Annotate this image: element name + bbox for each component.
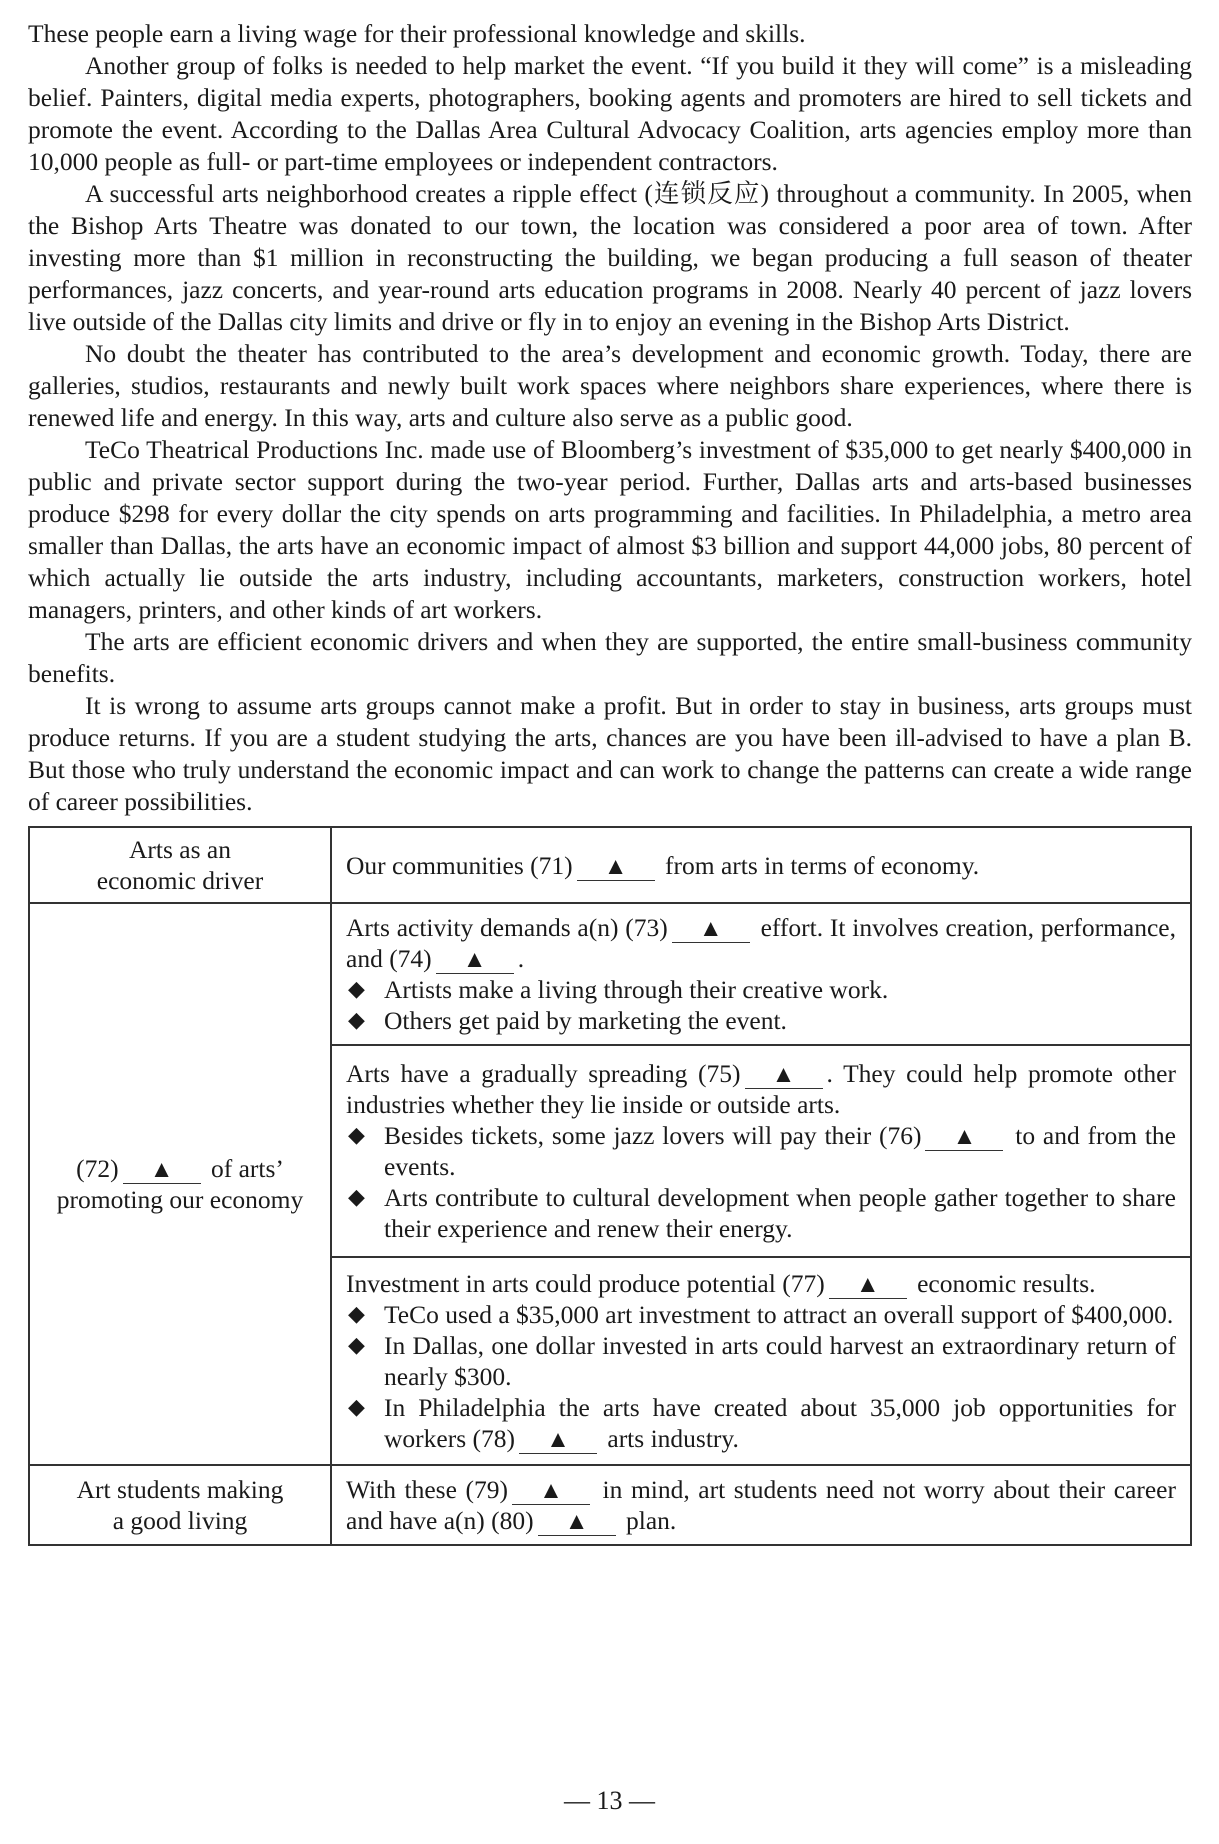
- answer-blank-75[interactable]: ▲: [745, 1061, 823, 1089]
- diamond-bullet-icon: ◆: [348, 977, 365, 1002]
- diamond-bullet-icon: ◆: [348, 1008, 365, 1033]
- diamond-bullet-icon: ◆: [348, 1395, 365, 1420]
- list-item: ◆ Others get paid by marketing the event.: [348, 1006, 787, 1035]
- diamond-bullet-icon: ◆: [348, 1333, 365, 1358]
- list-item: ◆ Artists make a living through their creative work.: [348, 975, 889, 1004]
- answer-blank-73[interactable]: ▲: [672, 915, 750, 943]
- answer-blank-80[interactable]: ▲: [538, 1508, 616, 1536]
- list-item: ◆ In Dallas, one dollar invested in arts could harvest an extraordinary return of nearly $300.: [348, 1331, 1176, 1391]
- answer-blank-72[interactable]: ▲: [123, 1156, 201, 1184]
- diamond-bullet-icon: ◆: [348, 1123, 365, 1148]
- answer-blank-78[interactable]: ▲: [519, 1426, 597, 1454]
- paragraph: No doubt the theater has contributed to the area’s development and economic growth. Today, there are galleries, studios, restaurants and newly built work spaces where neighbors share experiences, where there is renewed life and energy. In this way, arts and culture also serve as a public good.: [28, 339, 1192, 432]
- table-cell: Arts have a gradually spreading (75) ▲ . They could help promote other industries whether they lie inside or outside arts. ◆ Besides tickets, some jazz lovers will pay their (76) ▲ to and from the events. ◆ Arts contribute to cultural development when people gather together to share their experience and renew their energy.: [331, 1045, 1191, 1257]
- paragraph: It is wrong to assume arts groups cannot make a profit. But in order to stay in business, arts groups must produce returns. If you are a student studying the arts, chances are you have been ill-advised to have a plan B. But those who truly understand the economic impact and can work to change the patterns can create a wide range of career possibilities.: [28, 691, 1192, 816]
- answer-blank-74[interactable]: ▲: [436, 946, 514, 974]
- table-header-cell: Art students making a good living: [29, 1465, 331, 1545]
- answer-blank-76[interactable]: ▲: [925, 1123, 1003, 1151]
- list-item: ◆ In Philadelphia the arts have created about 35,000 job opportunities for workers (78) ▲ arts industry.: [348, 1393, 1176, 1453]
- table-row: [29, 1465, 1191, 1545]
- paragraph: A successful arts neighborhood creates a ripple effect (连锁反应) throughout a community. In 2005, when the Bishop Arts Theatre was donated to our town, the location was considered a poor area of town. After investing more than $1 million in reconstructing the building, we began producing a full season of theater performances, jazz concerts, and year-round arts education programs in 2008. Nearly 40 percent of jazz lovers live outside of the Dallas city limits and drive or fly in to enjoy an evening in the Bishop Arts District.: [28, 179, 1192, 336]
- paragraph: The arts are efficient economic drivers and when they are supported, the entire small-business community benefits.: [28, 627, 1192, 688]
- diamond-bullet-icon: ◆: [348, 1302, 365, 1327]
- paragraph: TeCo Theatrical Productions Inc. made use of Bloomberg’s investment of $35,000 to get nearly $400,000 in public and private sector support during the two-year period. Further, Dallas arts and arts-based businesses produce $298 for every dollar the city spends on arts programming and facilities. In Philadelphia, a metro area smaller than Dallas, the arts have an economic impact of almost $3 billion and support 44,000 jobs, 80 percent of which actually lie outside the arts industry, including accountants, marketers, construction workers, hotel managers, printers, and other kinds of art workers.: [28, 435, 1192, 624]
- page-number: — 13 —: [564, 1786, 655, 1815]
- answer-blank-71[interactable]: ▲: [577, 853, 655, 881]
- table-header-cell: (72) ▲ of arts’ promoting our economy: [29, 903, 331, 1465]
- table-cell: Our communities (71) ▲ from arts in terms of economy.: [331, 827, 1191, 903]
- answer-blank-79[interactable]: ▲: [512, 1477, 590, 1505]
- list-item: ◆ TeCo used a $35,000 art investment to attract an overall support of $400,000.: [348, 1300, 1174, 1329]
- summary-table: [28, 826, 1192, 1546]
- diamond-bullet-icon: ◆: [348, 1185, 365, 1210]
- list-item: ◆ Besides tickets, some jazz lovers will pay their (76) ▲ to and from the events.: [348, 1121, 1176, 1181]
- table-header-cell: Arts as an economic driver: [29, 827, 331, 903]
- table-row: [29, 827, 1191, 903]
- table-cell: Investment in arts could produce potential (77) ▲ economic results. ◆ TeCo used a $35,000 art investment to attract an overall support of $400,000. ◆ In Dallas, one dollar invested in arts could harvest an extraordinary return of nearly $300. ◆ In Philadelphia the arts have created about 35,000 job opportunities for workers (78) ▲ arts industry.: [331, 1257, 1191, 1465]
- list-item: ◆ Arts contribute to cultural development when people gather together to share their experience and renew their energy.: [348, 1183, 1176, 1243]
- table-cell: Arts activity demands a(n) (73) ▲ effort. It involves creation, performance, and (74) ▲ . ◆ Artists make a living through their creative work. ◆ Others get paid by marketing the event.: [331, 903, 1191, 1045]
- table-row: [29, 903, 1191, 1045]
- paragraph: Another group of folks is needed to help market the event. “If you build it they will come” is a misleading belief. Painters, digital media experts, photographers, booking agents and promoters are hired to sell tickets and promote the event. According to the Dallas Area Cultural Advocacy Coalition, arts agencies employ more than 10,000 people as full- or part-time employees or independent contractors.: [28, 51, 1192, 176]
- answer-blank-77[interactable]: ▲: [829, 1271, 907, 1299]
- table-cell: With these (79) ▲ in mind, art students need not worry about their career and have a(n) (80) ▲ plan.: [331, 1465, 1191, 1545]
- paragraph: These people earn a living wage for their professional knowledge and skills.: [28, 19, 806, 48]
- page-content: [28, 18, 1192, 1546]
